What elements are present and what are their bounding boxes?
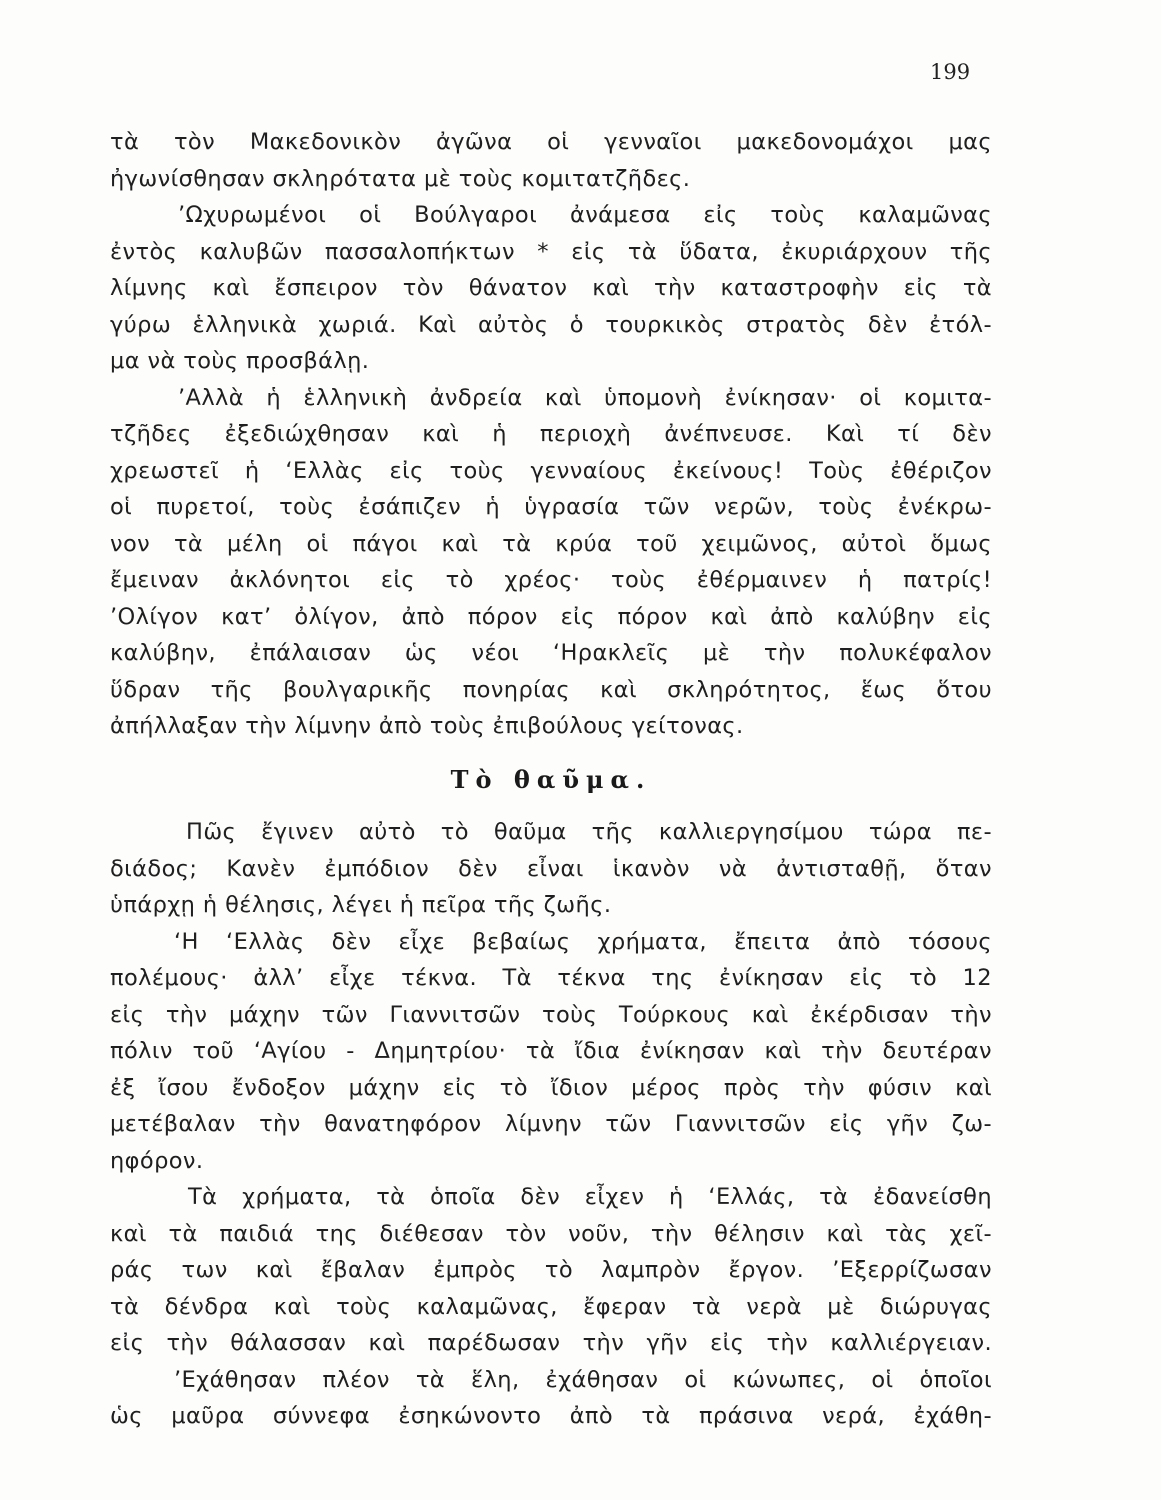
paragraph-block-the-miracle <box>110 814 992 1435</box>
text-line: μετέβαλαν τὴν θανατηφόρον λίμνην τῶν Γιαννιτσῶν εἰς γῆν ζω- <box>110 1111 992 1137</box>
text-line: λίμνης καὶ ἔσπειρον τὸν θάνατον καὶ τὴν καταστροφὴν εἰς τὰ <box>110 275 992 301</box>
text-line: ἔμειναν ἀκλόνητοι εἰς τὸ χρέος· τοὺς ἐθέρμαινεν ἡ πατρίς! <box>110 567 992 593</box>
text-line: ὑπάρχῃ ἡ θέλησις, λέγει ἡ πεῖρα τῆς ζωῆς. <box>110 892 612 918</box>
text-line: ἐντὸς καλυβῶν πασσαλοπήκτων * εἰς τὰ ὕδατα, ἐκυριάρχουν τῆς <box>110 238 992 265</box>
paragraph-block-macedonian-struggle <box>110 124 992 745</box>
text-line: καλύβην, ἐπάλαισαν ὡς νέοι ‘Ηρακλεῖς μὲ τὴν πολυκέφαλον <box>110 640 992 666</box>
text-line: ’Ωχυρωμένοι οἱ Βούλγαροι ἀνάμεσα εἰς τοὺς καλαμῶνας <box>178 202 992 228</box>
text-line: εἰς τὴν μάχην τῶν Γιαννιτσῶν τοὺς Τούρκους καὶ ἐκέρδισαν τὴν <box>110 1001 992 1028</box>
text-line: μα νὰ τοὺς προσβάλῃ. <box>110 348 370 374</box>
text-line: ’Ολίγον κατ’ ὀλίγον, ἀπὸ πόρον εἰς πόρον καὶ ἀπὸ καλύβην εἰς <box>110 603 992 630</box>
text-line: γύρω ἑλληνικὰ χωριά. Καὶ αὐτὸς ὁ τουρκικὸς στρατὸς δὲν ἐτόλ- <box>110 311 992 338</box>
text-line: ηφόρον. <box>110 1147 204 1174</box>
section-heading: Τὸ θαῦμα. <box>450 765 652 794</box>
text-line: χρεωστεῖ ἡ ‘Ελλὰς εἰς τοὺς γενναίους ἐκείνους! Τοὺς ἐθέριζον <box>110 457 992 484</box>
text-line: ‘Η ‘Ελλὰς δὲν εἶχε βεβαίως χρήματα, ἔπειτα ἀπὸ τόσους <box>174 928 992 955</box>
text-line: εἰς τὴν θάλασσαν καὶ παρέδωσαν τὴν γῆν εἰς τὴν καλλιέργειαν. <box>110 1330 992 1356</box>
text-line: ’Εχάθησαν πλέον τὰ ἕλη, ἐχάθησαν οἱ κώνωπες, οἱ ὁποῖοι <box>174 1366 992 1393</box>
text-line: ἠγωνίσθησαν σκληρότατα μὲ τοὺς κομιτατζῆδες. <box>110 165 691 192</box>
text-line: ’Αλλὰ ἡ ἑλληνικὴ ἀνδρεία καὶ ὑπομονὴ ἐνίκησαν· οἱ κομιτα- <box>178 384 992 411</box>
text-line: πολέμους· ἀλλ’ εἶχε τέκνα. Τὰ τέκνα της ἐνίκησαν εἰς τὸ 12 <box>110 965 992 991</box>
text-line: τὰ δένδρα καὶ τοὺς καλαμῶνας, ἔφεραν τὰ νερὰ μὲ διώρυγας <box>110 1293 992 1320</box>
text-line: οἱ πυρετοί, τοὺς ἐσάπιζεν ἡ ὑγρασία τῶν νερῶν, τοὺς ἐνέκρω- <box>110 494 992 520</box>
text-line: νον τὰ μέλη οἱ πάγοι καὶ τὰ κρύα τοῦ χειμῶνος, αὐτοὶ ὅμως <box>110 530 992 557</box>
text-line: διάδος; Κανὲν ἐμπόδιον δὲν εἶναι ἱκανὸν νὰ ἀντισταθῇ, ὅταν <box>110 855 992 882</box>
text-line: καὶ τὰ παιδιά της διέθεσαν τὸν νοῦν, τὴν θέλησιν καὶ τὰς χεῖ- <box>110 1220 992 1247</box>
text-line: ὕδραν τῆς βουλγαρικῆς πονηρίας καὶ σκληρότητος, ἕως ὅτου <box>110 676 992 703</box>
text-line: ἐξ ἴσου ἔνδοξον μάχην εἰς τὸ ἴδιον μέρος πρὸς τὴν φύσιν καὶ <box>110 1074 992 1101</box>
text-line: πόλιν τοῦ ‘Αγίου - Δημητρίου· τὰ ἴδια ἐνίκησαν καὶ τὴν δευτέραν <box>110 1038 992 1064</box>
text-line: Πῶς ἔγινεν αὐτὸ τὸ θαῦμα τῆς καλλιεργησίμου τώρα πε- <box>186 819 992 845</box>
text-line: Τὰ χρήματα, τὰ ὁποῖα δὲν εἶχεν ἡ ‘Ελλάς, τὰ ἐδανείσθη <box>188 1184 992 1210</box>
text-line: τζῆδες ἐξεδιώχθησαν καὶ ἡ περιοχὴ ἀνέπνευσε. Καὶ τί δὲν <box>110 421 992 447</box>
text-line: ἀπήλλαξαν τὴν λίμνην ἀπὸ τοὺς ἐπιβούλους γείτονας. <box>110 713 744 739</box>
text-line: ὡς μαῦρα σύννεφα ἐσηκώνοντο ἀπὸ τὰ πράσινα νερά, ἐχάθη- <box>110 1403 992 1429</box>
text-line: τὰ τὸν Μακεδονικὸν ἀγῶνα οἱ γενναῖοι μακεδονομάχοι μας <box>110 129 992 155</box>
page-number: 199 <box>930 60 971 84</box>
text-line: ράς των καὶ ἔβαλαν ἐμπρὸς τὸ λαμπρὸν ἔργον. ’Εξερρίζωσαν <box>110 1257 992 1283</box>
